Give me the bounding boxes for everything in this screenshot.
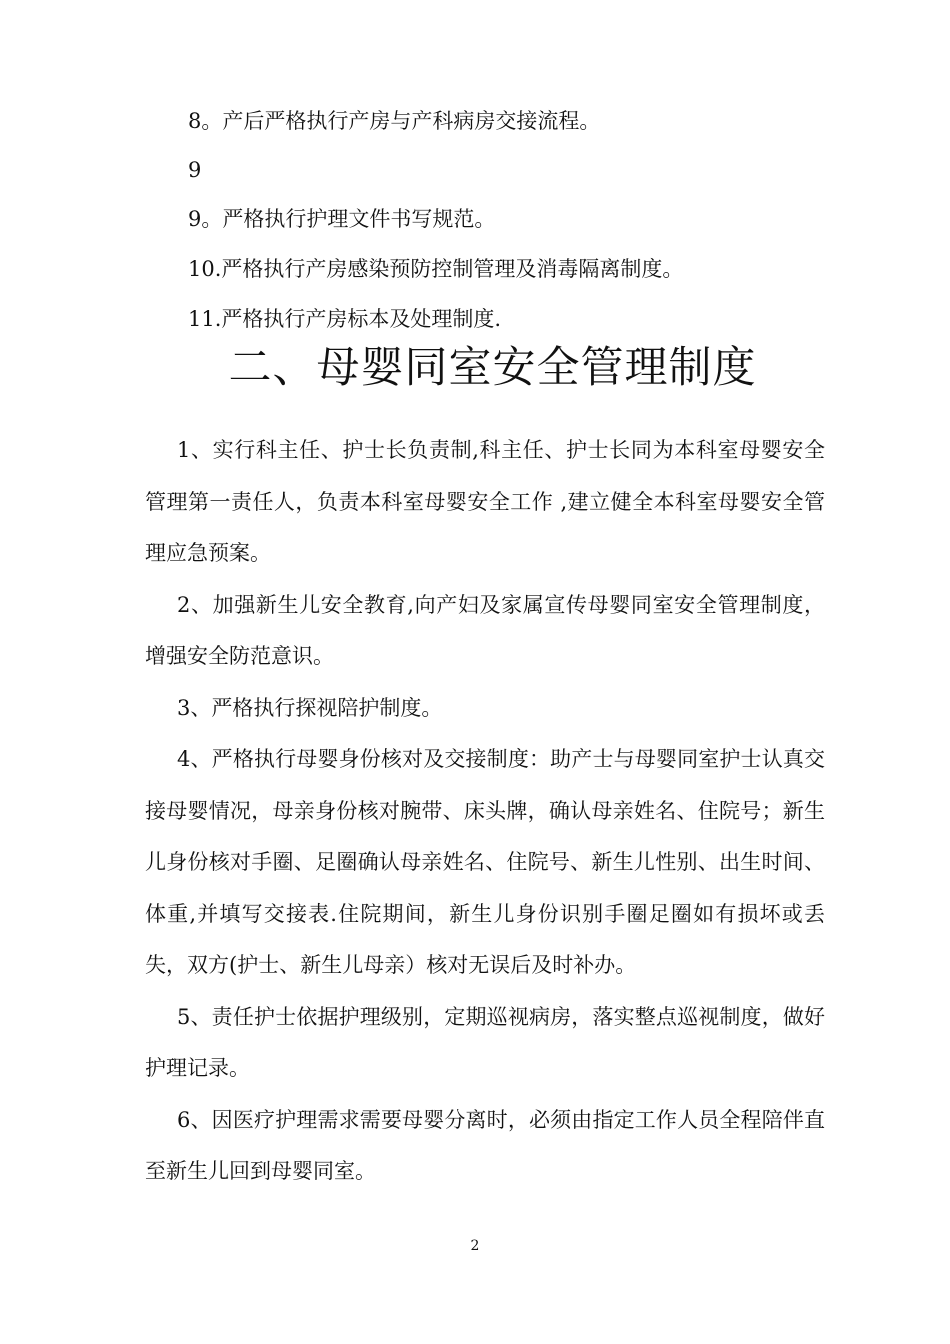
list-item-9: 9。严格执行护理文件书写规范。 [188,207,496,231]
section-title: 二、母婴同室安全管理制度 [228,343,757,393]
paragraph-6: 6、因医疗护理需求需要母婴分离时，必须由指定工作人员全程陪伴直至新生儿回到母婴同室。 [145,1107,825,1183]
paragraph-4: 4、严格执行母婴身份核对及交接制度：助产士与母婴同室护士认真交接母婴情况，母亲身份核对腕带、床头牌，确认母亲姓名、住院号；新生儿身份核对手圈、足圈确认母亲姓名、住院号、新生儿性别、出生时间、体重,并填写交接表.住院期间，新生儿身份识别手圈足圈如有损坏或丢失，双方(护士、新生儿母亲）核对无误后及时补办。 [145,747,825,977]
list-item-8: 8。产后严格执行产房与产科病房交接流程。 [188,109,601,133]
paragraph-3: 3、严格执行探视陪护制度。 [177,695,443,720]
list-item-stray-9: 9 [188,158,202,182]
list-item-11: 11.严格执行产房标本及处理制度. [188,307,502,331]
paragraph-1: 1、实行科主任、护士长负责制,科主任、护士长同为本科室母婴安全管理第一责任人，负责本科室母婴安全工作 ,建立健全本科室母婴安全管理应急预案。 [145,438,825,565]
paragraph-2: 2、加强新生儿安全教育,向产妇及家属宣传母婴同室安全管理制度，增强安全防范意识。 [145,592,825,668]
page-number: 2 [470,1238,480,1254]
list-item-10: 10.严格执行产房感染预防控制管理及消毒隔离制度。 [188,257,684,281]
section-body [145,425,825,1198]
paragraph-5: 5、责任护士依据护理级别，定期巡视病房，落实整点巡视制度，做好护理记录。 [145,1004,825,1080]
